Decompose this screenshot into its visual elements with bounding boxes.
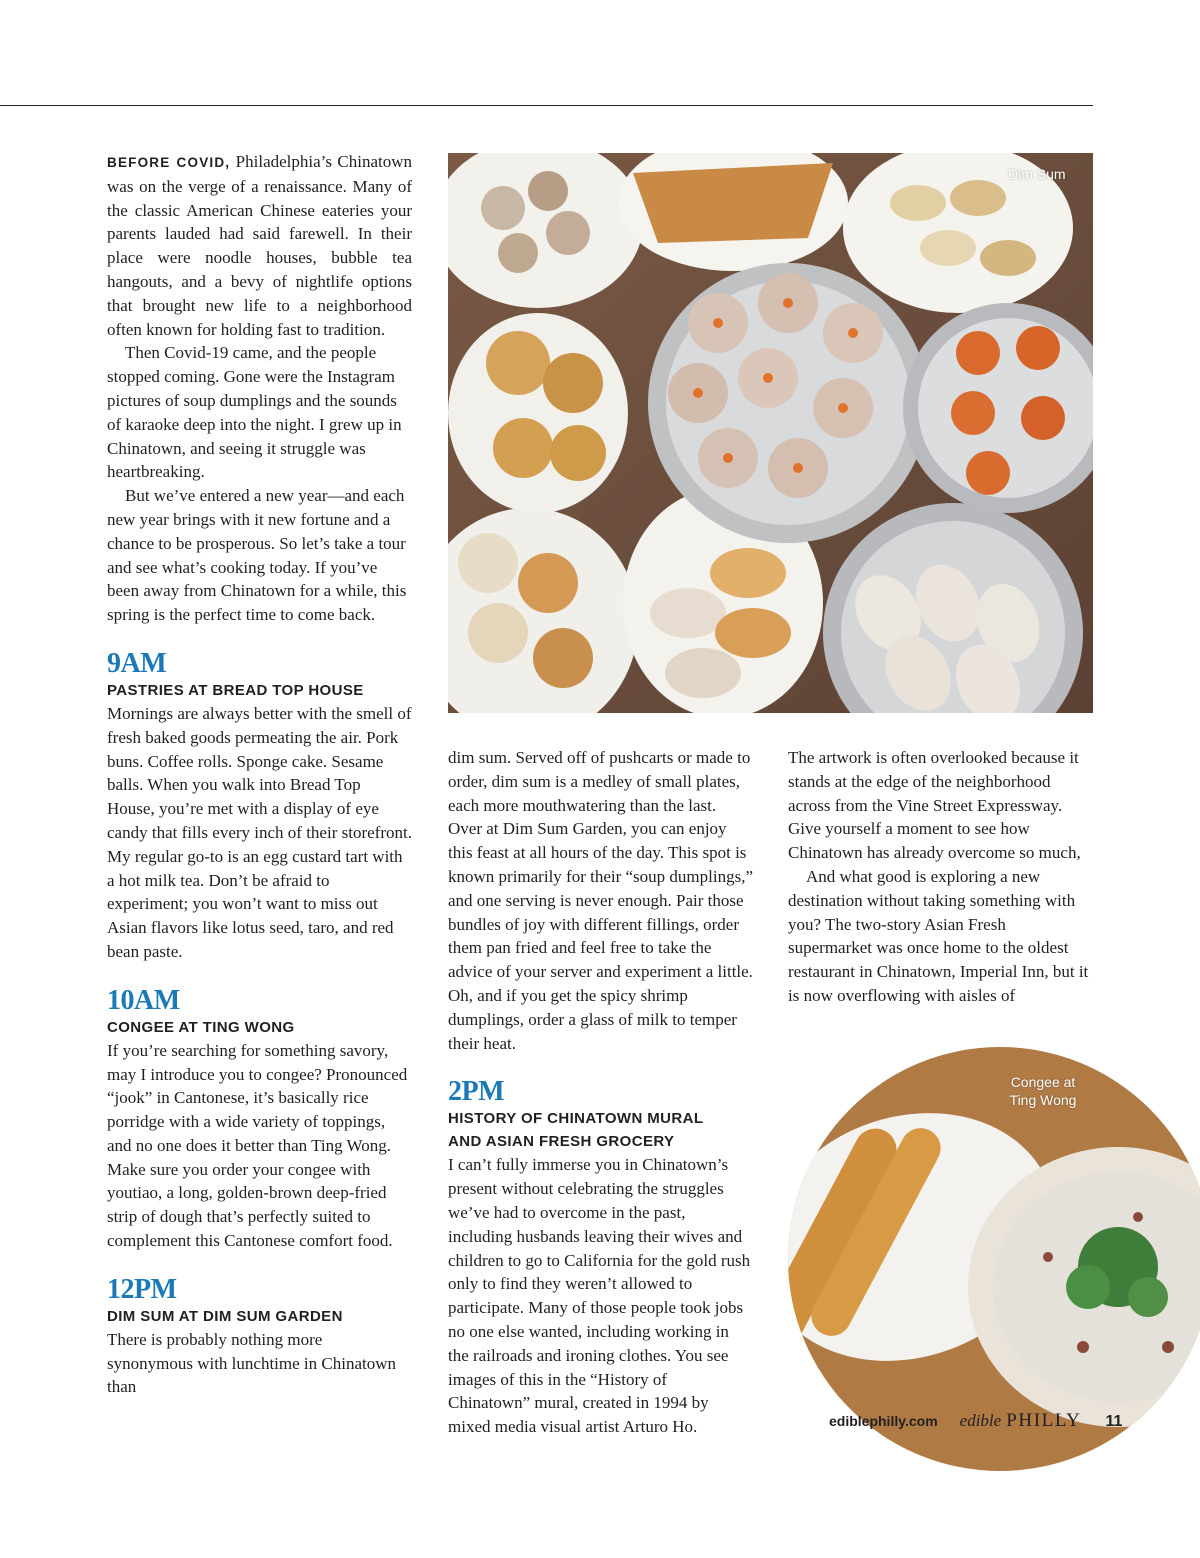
intro-paragraph-1 (107, 150, 412, 341)
section-time-9am: 9AM (107, 647, 167, 679)
section-text-mural: I can’t fully immerse you in Chinatown’s present without celebrating the struggles we’ve had to overcome in the past, including husbands leaving their wives and children to go to California for the gold rush only to find they weren’t allowed to participate. Many of those people took jobs no one else wanted, including working in the railroads and ironing clothes. You see images of this in the “History of Chinatown” mural, created in 1994 by mixed media visual artist Arturo Ho. (448, 1155, 751, 1437)
article-column-3 (788, 746, 1093, 1008)
section-time-10am: 10AM (107, 984, 180, 1016)
congee-caption-line-1: Congee at (1010, 1074, 1076, 1090)
section-text-ting-wong: If you’re searching for something savory, may I introduce you to congee? Pronounced “jook” in Cantonese, it’s basically rice porridge with a wide variety of toppings, and no one does it better than Ting Wong. Make sure you order your congee with youtiao, a long, golden-brown deep-fried strip of dough that’s perfectly suited to complement this Cantonese comfort food. (107, 1040, 408, 1251)
section-text-mural-continued-1: The artwork is often overlooked because it stands at the edge of the neighborhood across from the Vine Street Expressway. Give yourself a moment to see how Chinatown has already overcome so much, (788, 748, 1081, 863)
header-rule (0, 105, 1093, 106)
congee-caption (978, 1073, 1108, 1109)
section-title-bread-top: PASTRIES AT BREAD TOP HOUSE (107, 681, 364, 699)
congee-photo (788, 1047, 1200, 1471)
lead-in: BEFORE COVID, (107, 155, 231, 170)
footer-url[interactable]: ediblephilly.com (829, 1413, 938, 1429)
congee-illustration (788, 1047, 1200, 1471)
section-title-mural-line-1: HISTORY OF CHINATOWN MURAL (448, 1110, 704, 1128)
section-title-ting-wong: CONGEE AT TING WONG (107, 1018, 295, 1036)
section-time-2pm: 2PM (448, 1076, 505, 1108)
section-text-bread-top: Mornings are always better with the smell of fresh baked goods permeating the air. Pork buns. Coffee rolls. Sponge cake. Sesame balls. When you walk into Bread Top House, you’re met with a display of eye candy that fills every inch of their storefront. My regular go-to is an egg custard tart with a hot milk tea. Don’t be afraid to experiment; you won’t want to miss out Asian flavors like lotus seed, taro, and red bean paste. (107, 703, 412, 961)
dim-sum-caption: Dim Sum (1008, 166, 1066, 182)
section-title-mural-line-2: AND ASIAN FRESH GROCERY (448, 1133, 675, 1151)
dim-sum-photo (448, 153, 1093, 713)
article-column-1 (107, 150, 412, 1399)
section-title-dim-sum-garden: DIM SUM AT DIM SUM GARDEN (107, 1307, 343, 1325)
dim-sum-illustration (448, 153, 1093, 713)
intro-paragraph-3: But we’ve entered a new year—and each new year brings with it new fortune and a chance to be prosperous. So let’s take a tour and see what’s cooking today. If you’ve been away from Chinatown for a while, this spring is the perfect time to come back. (107, 486, 407, 625)
section-text-mural-continued-2: And what good is exploring a new destination without taking something with you? The two-story Asian Fresh supermarket was once home to the oldest restaurant in Chinatown, Imperial Inn, but it is now overflowing with aisles of (788, 866, 1089, 1005)
page-number: 11 (1105, 1413, 1123, 1430)
footer-brand-italic: edible (959, 1411, 1002, 1430)
intro-text-1: Philadelphia’s Chinatown was on the verge of a renaissance. Many of the classic American Chinese eateries your parents lauded had said farewell. In their place were noodle houses, bubble tea hangouts, and a bevy of nightlife options that brought new life to a neighborhood often known for holding fast to tradition. (107, 152, 412, 339)
section-time-12pm: 12PM (107, 1273, 177, 1305)
section-text-dim-sum-garden: There is probably nothing more synonymous with lunchtime in Chinatown than (107, 1329, 396, 1397)
footer-brand: PHILLY (1006, 1410, 1082, 1431)
intro-paragraph-2: Then Covid-19 came, and the people stopped coming. Gone were the Instagram pictures of soup dumplings and the sounds of karaoke deep into the night. I grew up in Chinatown, and seeing it struggle was heartbreaking. (107, 343, 402, 482)
congee-caption-line-2: Ting Wong (1009, 1092, 1077, 1108)
section-text-dim-sum-continued: dim sum. Served off of pushcarts or made to order, dim sum is a medley of small plates, each more mouthwatering than the last. Over at Dim Sum Garden, you can enjoy this feast at all hours of the day. This spot is known primarily for their “soup dumplings,” and one serving is never enough. Pair those bundles of joy with different fillings, order them pan fried and feel free to take the advice of your server and experiment a little. Oh, and if you get the spicy shrimp dumplings, order a glass of milk to temper their heat. (448, 748, 754, 1053)
page-footer (829, 1410, 1122, 1434)
article-column-2 (448, 746, 753, 1439)
